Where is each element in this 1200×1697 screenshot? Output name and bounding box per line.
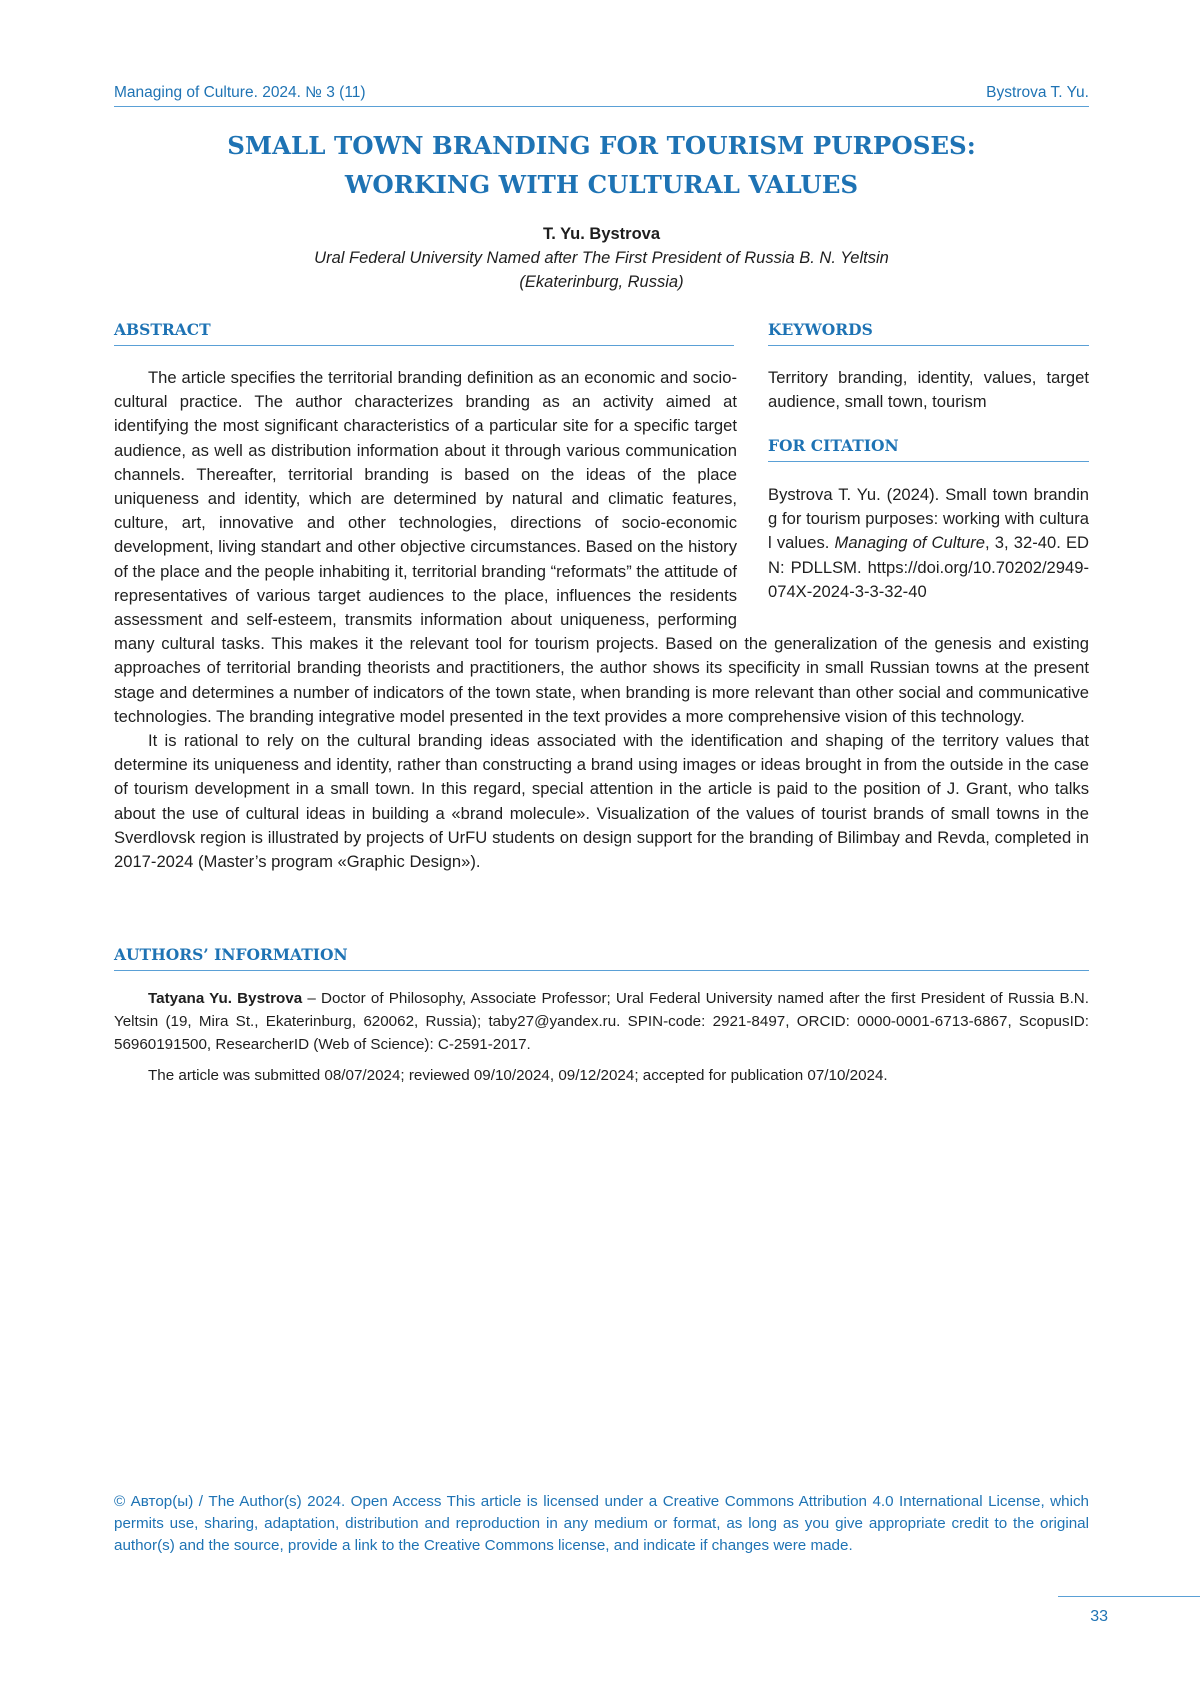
author-name: T. Yu. Bystrova — [542, 225, 661, 243]
affiliation-line-1: Ural Federal University Named after The First President of Russia B. N. Yeltsin — [314, 249, 889, 267]
license-notice: © Автор(ы) / The Author(s) 2024. Open Access This article is licensed under a Creative Commons Attribution 4.0 International License, which permits use, sharing, adaptation, distribution and reproduction in any medium or format, as long as you give appropriate credit to the original author(s) and the source, provide a link to the Creative Commons license, and indicate if changes were made. — [114, 1493, 1089, 1554]
page-number: 33 — [1090, 1608, 1108, 1625]
citation-heading: FOR CITATION — [768, 436, 1089, 462]
abstract-body — [114, 366, 1089, 874]
running-author: Bystrova T. Yu. — [986, 84, 1089, 101]
abstract-heading: ABSTRACT — [114, 320, 734, 346]
abstract-paragraph-1: The article specifies the territorial branding definition as an economic and socio-cultural practice. The author characterizes branding as an activity aimed at identifying the most significant characteristics of a particular site for a specific target audience, as well as distribution information about it through various communication channels. Thereafter, territorial branding is based on the ideas of the place uniqueness and identity, which are determined by natural and climatic features, culture, art, innovative and other technologies, directions of socio-economic development, living standart and other objective circumstances. Based on the history of the place and the people inhabiting it, territorial branding “reformats” the attitude of representatives of various target audiences to the place, influences the residents assessment and self-esteem, transmits information about uniqueness, performing many cultural tasks. This makes it the relevant tool for tourism projects. Based on the generalization of the genesis and existing approaches of territorial branding theorists and practitioners, the author shows its specificity in small Russian towns at the present stage and determines a number of indicators of the town state, when branding is more relevant than other social and communicative technologies. The branding integrative model presented in the text provides a more comprehensive vision of this technology. — [114, 368, 1089, 726]
author-description: – Doctor of Philosophy, Associate Professor; Ural Federal University named after the first President of Russia B.N. Yeltsin (19, Mira St., Ekaterinburg, 620062, Russia); taby27@yandex.ru. SPIN-code: 2921-8497, ORCID: 0000-0001-6713-6867, ScopusID: 56960191500, ResearcherID (Web of Science): C-2591-2017. — [114, 990, 1089, 1053]
page-number-rule — [1058, 1596, 1200, 1597]
citation-part-1: Bystrova T. Yu. (2024). Small town branding for tourism purposes: working with cultural values. — [768, 485, 1089, 553]
title-line-1: SMALL TOWN BRANDING FOR TOURISM PURPOSES: — [227, 131, 976, 160]
author-full-name: Tatyana Yu. Bystrova — [148, 990, 303, 1007]
authors-info-body — [114, 987, 1089, 1095]
title-line-2: WORKING WITH CULTURAL VALUES — [344, 170, 859, 199]
author-details — [114, 987, 1089, 1056]
author-block — [114, 222, 1089, 294]
sidebar-spacer — [741, 366, 1089, 620]
keywords-heading: KEYWORDS — [768, 320, 1089, 346]
article-dates: The article was submitted 08/07/2024; reviewed 09/10/2024, 09/12/2024; accepted for publication 07/10/2024. — [148, 1067, 888, 1084]
article-title — [114, 126, 1089, 204]
journal-reference: Managing of Culture. 2024. № 3 (11) — [114, 84, 366, 101]
authors-info-heading: AUTHORS’ INFORMATION — [114, 945, 1089, 971]
affiliation-line-2: (Ekaterinburg, Russia) — [519, 273, 684, 291]
citation-journal: Managing of Culture — [834, 533, 986, 553]
abstract-paragraph-2: It is rational to rely on the cultural branding ideas associated with the identification and shaping of the territory values that determine its uniqueness and identity, rather than constructing a brand using images or ideas brought in from the outside in the case of tourism development in a small town. In this regard, special attention in the article is paid to the position of J. Grant, who talks about the use of cultural ideas in building a «brand molecule». Visualization of the values of tourist brands of small towns in the Sverdlovsk region is illustrated by projects of UrFU students on design support for the branding of Bilimbay and Revda, completed in 2017-2024 (Master’s program «Graphic Design»). — [114, 731, 1089, 872]
citation-part-2: , 3, 32-40. EDN: PDLLSM. https://doi.org/10.70202/2949-074X-2024-3-3-32-40 — [768, 533, 1090, 601]
running-header — [114, 84, 1089, 107]
keywords-text: Territory branding, identity, values, target audience, small town, tourism — [768, 368, 1089, 412]
